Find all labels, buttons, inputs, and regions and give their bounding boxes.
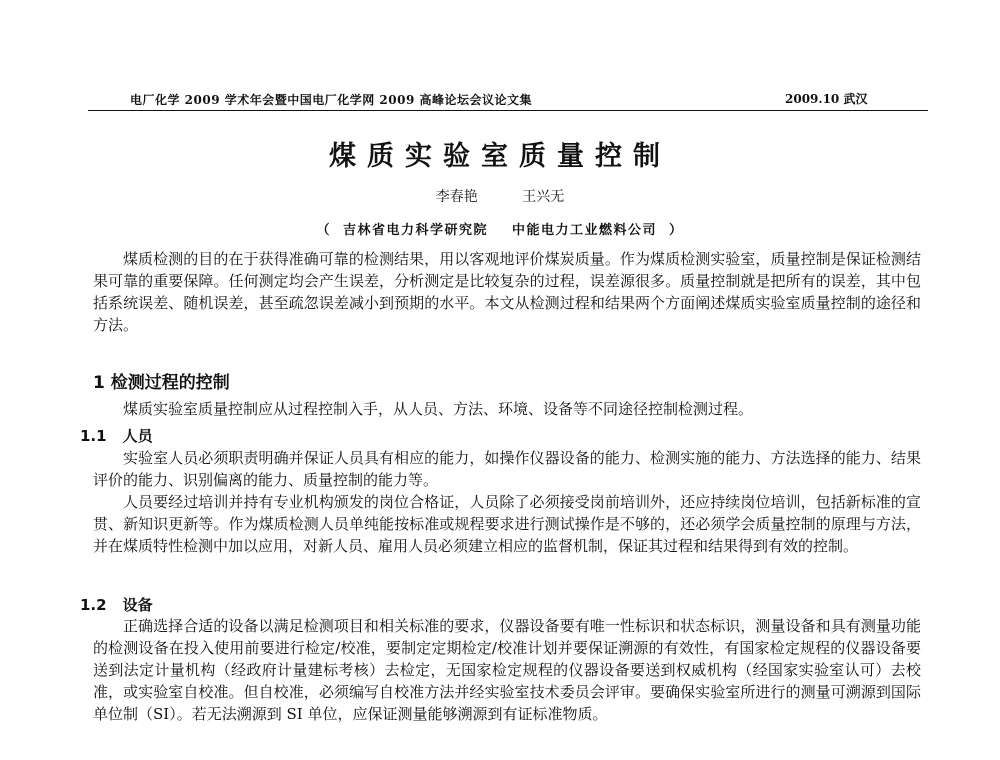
author-1: 李春艳 — [435, 189, 478, 205]
subsection-1-2-title: 设备 — [122, 596, 153, 614]
section-1-heading: 1 检测过程的控制 — [93, 373, 230, 393]
subsection-1-2-paragraph-1: 正确选择合适的设备以满足检测项目和相关标准的要求，仪器设备要有唯一性标识和状态标识，测量设备和具有测量功能的检测设备在投入使用前要进行检定/校准，要制定定期检定/校准计划并要保证溯源的有效性，有国家检定规程的仪器设备要送到法定计量机构（经政府计量建标考核）去检定，无国家检定规程的仪器设备要送到权威机构（经国家实验室认可）去校准，或实验室自校准。但自校准，必须编写自校准方法并经实验室技术委员会评审。要确保实验室所进行的测量可溯源到国际单位制（SI）。若无法溯源到 SI 单位，应保证测量能够溯源到有证标准物质。 — [93, 617, 921, 723]
section-1-intro: 煤质实验室质量控制应从过程控制入手，从人员、方法、环境、设备等不同途径控制检测过程。 — [123, 400, 754, 418]
affiliations — [0, 219, 1000, 238]
affiliation-open-paren: （ — [316, 223, 331, 238]
header-rule — [88, 110, 928, 111]
subsection-1-1-paragraph-1: 实验室人员必须职责明确并保证人员具有相应的能力，如操作仪器设备的能力、检测实施的能力、方法选择的能力、结果评价的能力、识别偏离的能力、质量控制的能力等。 — [93, 449, 921, 489]
paper-title: 煤质实验室质量控制 — [329, 141, 671, 172]
abstract-paragraph: 煤质检测的目的在于获得准确可靠的检测结果，用以客观地评价煤炭质量。作为煤质检测实验室，质量控制是保证检测结果可靠的重要保障。任何测定均会产生误差，分析测定是比较复杂的过程，误差源很多。质量控制就是把所有的误差，其中包括系统误差、随机误差，甚至疏忽误差减小到预期的水平。本文从检测过程和结果两个方面阐述煤质实验室质量控制的途径和方法。 — [93, 250, 921, 334]
subsection-1-1-title: 人员 — [122, 427, 153, 445]
subsection-1-1-heading — [80, 425, 153, 446]
subsection-1-2-number: 1.2 — [80, 596, 107, 614]
running-header-right: 2009.10 武汉 — [785, 92, 868, 106]
authors — [0, 186, 1000, 206]
subsection-1-1-number: 1.1 — [80, 427, 107, 445]
affiliation-1: 吉林省电力科学研究院 — [342, 223, 488, 238]
author-2: 王兴无 — [522, 189, 565, 205]
affiliation-close-paren: ） — [669, 223, 684, 238]
subsection-1-2-heading — [80, 594, 153, 615]
affiliation-2: 中能电力工业燃料公司 — [512, 223, 658, 238]
running-header-left: 电厂化学 2009 学术年会暨中国电厂化学网 2009 高峰论坛会议论文集 — [130, 93, 533, 107]
subsection-1-1-paragraph-2: 人员要经过培训并持有专业机构颁发的岗位合格证，人员除了必须接受岗前培训外，还应持续岗位培训，包括新标准的宣贯、新知识更新等。作为煤质检测人员单纯能按标准或规程要求进行测试操作是不够的，还必须学会质量控制的原理与方法，并在煤质特性检测中加以应用，对新人员、雇用人员必须建立相应的监督机制，保证其过程和结果得到有效的控制。 — [93, 493, 921, 555]
